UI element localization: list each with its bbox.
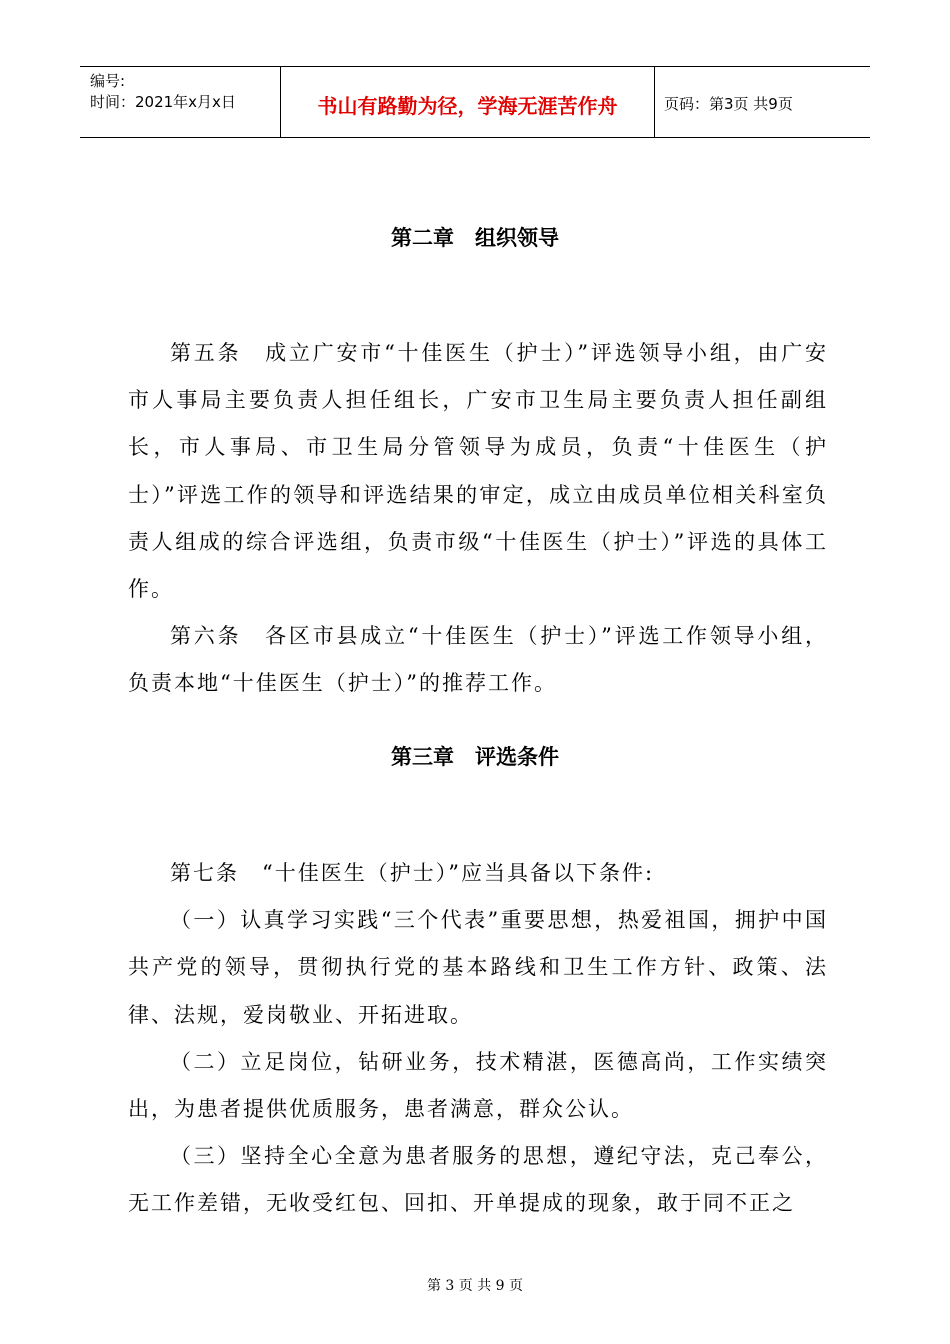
document-date-label: 时间：2021年x月x日	[90, 93, 236, 111]
chapter-body	[128, 330, 828, 708]
document-number-label: 编号:	[90, 72, 126, 90]
header-info-cell	[80, 67, 280, 137]
article-paragraph: 第七条 “十佳医生（护士）”应当具备以下条件:	[170, 861, 655, 885]
chapter-body	[128, 850, 828, 1228]
page-header	[80, 66, 870, 138]
list-item: （二）立足岗位，钻研业务，技术精湛，医德高尚，工作实绩突出，为患者提供优质服务，患者满意，群众公认。	[128, 1049, 828, 1122]
article-paragraph: 第六条 各区市县成立“十佳医生（护士）”评选工作领导小组，负责本地“十佳医生（护士）”的推荐工作。	[128, 624, 828, 696]
list-item: （三）坚持全心全意为患者服务的思想，遵纪守法，克己奉公，无工作差错，无收受红包、回扣、开单提成的现象，敢于同不正之	[128, 1144, 828, 1216]
header-motto-cell	[280, 67, 655, 137]
header-motto: 书山有路勤为径，学海无涯苦作舟	[317, 94, 618, 118]
page-footer: 第 3 页 共 9 页	[426, 1278, 524, 1294]
header-pager-cell	[654, 67, 870, 137]
header-page-number: 页码：第3页 共9页	[664, 95, 793, 113]
list-item: （一）认真学习实践“三个代表”重要思想，热爱祖国，拥护中国共产党的领导，贯彻执行党的基本路线和卫生工作方针、政策、法律、法规，爱岗敬业、开拓进取。	[128, 908, 828, 1027]
article-paragraph: 第五条 成立广安市“十佳医生（护士）”评选领导小组，由广安市人事局主要负责人担任组长，广安市卫生局主要负责人担任副组长，市人事局、市卫生局分管领导为成员，负责“十佳医生（护士）”评选工作的领导和评选结果的审定，成立由成员单位相关科室负责人组成的综合评选组，负责市级“十佳医生（护士）”评选的具体工作。	[128, 341, 828, 602]
chapter-heading: 第三章 评选条件	[391, 745, 559, 769]
chapter-heading: 第二章 组织领导	[391, 226, 559, 250]
